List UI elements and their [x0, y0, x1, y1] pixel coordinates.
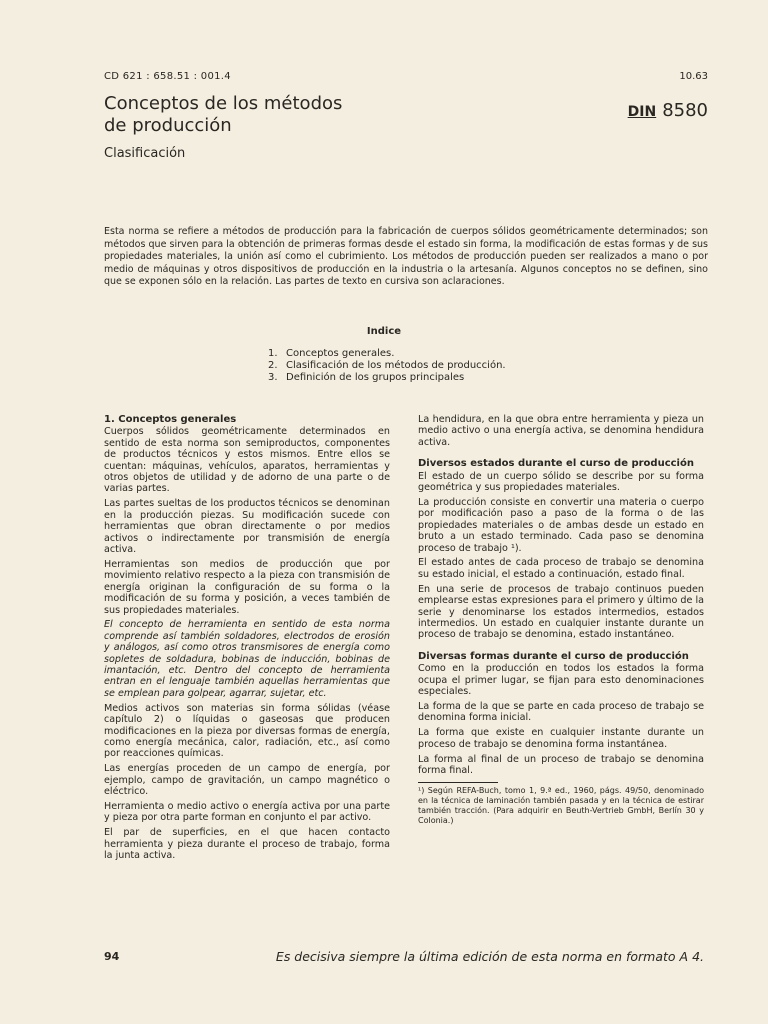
index-item-text: Definición de los grupos principales — [286, 372, 465, 383]
index-item-number: 2. — [268, 360, 278, 371]
index-item-number: 3. — [268, 372, 278, 383]
index-heading: Indice — [366, 326, 402, 337]
left-column — [104, 414, 390, 865]
section-heading: 1. Conceptos generales — [104, 414, 237, 425]
paragraph: Como en la producción en todos los estados la forma ocupa el primer lugar, se fijan para esto denominaciones especiales. — [418, 663, 704, 698]
index-item-text: Conceptos generales. — [286, 348, 395, 359]
paragraph: El par de superficies, en el que hacen contacto herramienta y pieza durante el proceso de trabajo, forma la junta activa. — [104, 827, 390, 862]
index-item-number: 1. — [268, 348, 278, 359]
paragraph: Herramientas son medios de producción que por movimiento relativo respecto a la pieza con transmisión de energía originan la configuración de su forma o la modificación de su forma y posición, a veces también de sus propiedades materiales. — [104, 558, 390, 616]
paragraph: Las partes sueltas de los productos técnicos se denominan en la producción piezas. Su modificación sucede con herramientas que obran directamente o por medios activos o indirectamente por transmisión de energía activa. — [104, 498, 390, 555]
paragraph: La forma al final de un proceso de trabajo se denomina forma final. — [418, 753, 704, 776]
paragraph: La producción consiste en convertir una materia o cuerpo por modificación paso a paso de la forma o de las propiedades materiales o de ambas desde un estado en bruto a un estado terminado. Cada paso se denomina proceso de trabajo ¹). — [418, 496, 704, 554]
classification-code: CD 621 : 658.51 : 001.4 — [104, 71, 231, 82]
section-heading: Diversas formas durante el curso de producción — [418, 650, 689, 662]
paragraph: Las energías proceden de un campo de energía, por ejemplo, campo de gravitación, un campo magnético o eléctrico. — [104, 763, 390, 798]
index-list — [268, 348, 506, 384]
paragraph: La forma de la que se parte en cada proceso de trabajo se denomina forma inicial. — [418, 700, 704, 724]
index-item — [268, 360, 506, 372]
paragraph: Medios activos son materias sin forma sólidas (véase capítulo 2) o líquidas o gaseosas que producen modificaciones en la pieza por diversas formas de energía, como energía mecánica, calor, radiación, etc., así como por reacciones químicas. — [104, 702, 390, 760]
section-heading: Diversos estados durante el curso de producción — [418, 458, 694, 470]
document-title — [104, 93, 342, 137]
index-item-text: Clasificación de los métodos de producción. — [286, 360, 506, 371]
title-line-1: Conceptos de los métodos — [104, 93, 343, 114]
index-item — [268, 348, 506, 360]
page-number: 94 — [104, 950, 120, 963]
paragraph: Cuerpos sólidos geométricamente determinados en sentido de esta norma son semiproductos, componentes de productos técnicos y estos mismos. Entre ellos se cuentan: máquinas, vehículos, aparatos, herramientas y otros objetos de utilidad y de adorno de una parte o de varias partes. — [104, 426, 390, 495]
edition-note: Es decisiva siempre la última edición de esta norma en formato A 4. — [275, 949, 704, 964]
document-subtitle: Clasificación — [104, 146, 186, 161]
footnote: ¹) Según REFA-Buch, tomo 1, 9.ª ed., 1960, págs. 49/50, denominado en la técnica de laminación también pasada y en la técnica de estirar también tracción. (Para adquirir en Beuth-Vertrieb GmbH, Berlín 30 y Colonia.) — [418, 786, 704, 826]
paragraph: Herramienta o medio activo o energía activa por una parte y pieza por otra parte forman en conjunto el par activo. — [104, 801, 390, 824]
footnote-divider — [418, 782, 498, 783]
title-line-2: de producción — [104, 115, 232, 136]
paragraph: La forma que existe en cualquier instante durante un proceso de trabajo se denomina forma instantánea. — [418, 727, 704, 750]
din-number — [628, 100, 708, 121]
din-word: DIN — [627, 104, 657, 120]
paragraph: En una serie de procesos de trabajo continuos pueden emplearse estas expresiones para el primero y último de la serie y denominarse los estados intermedios, estados intermedios. Un estado en cualquier instante durante un proceso de trabajo se denomina, estado instantáneo. — [418, 583, 704, 641]
paragraph: La hendidura, en la que obra entre herramienta y pieza un medio activo o una energía activa, se denomina hendidura activa. — [418, 414, 704, 448]
paragraph: El estado de un cuerpo sólido se describe por su forma geométrica y sus propiedades materiales. — [418, 470, 704, 494]
index-item — [268, 372, 506, 384]
din-value: 8580 — [662, 100, 708, 121]
intro-paragraph: Esta norma se refiere a métodos de producción para la fabricación de cuerpos sólidos geométricamente determinados; son métodos que sirven para la obtención de primeras formas desde el estado sin forma, la modificación de estas formas y de sus propiedades materiales, la unión así como el cubrimiento. Los métodos de producción pueden ser realizados a mano o por medio de máquinas y otros dispositivos de producción en la industria o la artesanía. Algunos conceptos no se definen, sino que se exponen sólo en la relación. Las partes de texto en cursiva son aclaraciones. — [104, 226, 708, 287]
paragraph: El estado antes de cada proceso de trabajo se denomina su estado inicial, el estado a continuación, estado final. — [418, 557, 704, 580]
italic-note: El concepto de herramienta en sentido de esta norma comprende así también soldadores, electrodos de erosión y análogos, así como otros transmisores de energía como sopletes de soldadura, bobinas de inducción, bobinas de imantación, etc. Dentro del concepto de herramienta entran en el lenguaje también aquellas herramientas que se emplean para golpear, agarrar, sujetar, etc. — [104, 619, 390, 699]
right-column — [418, 414, 704, 830]
issue-date: 10.63 — [679, 71, 708, 82]
